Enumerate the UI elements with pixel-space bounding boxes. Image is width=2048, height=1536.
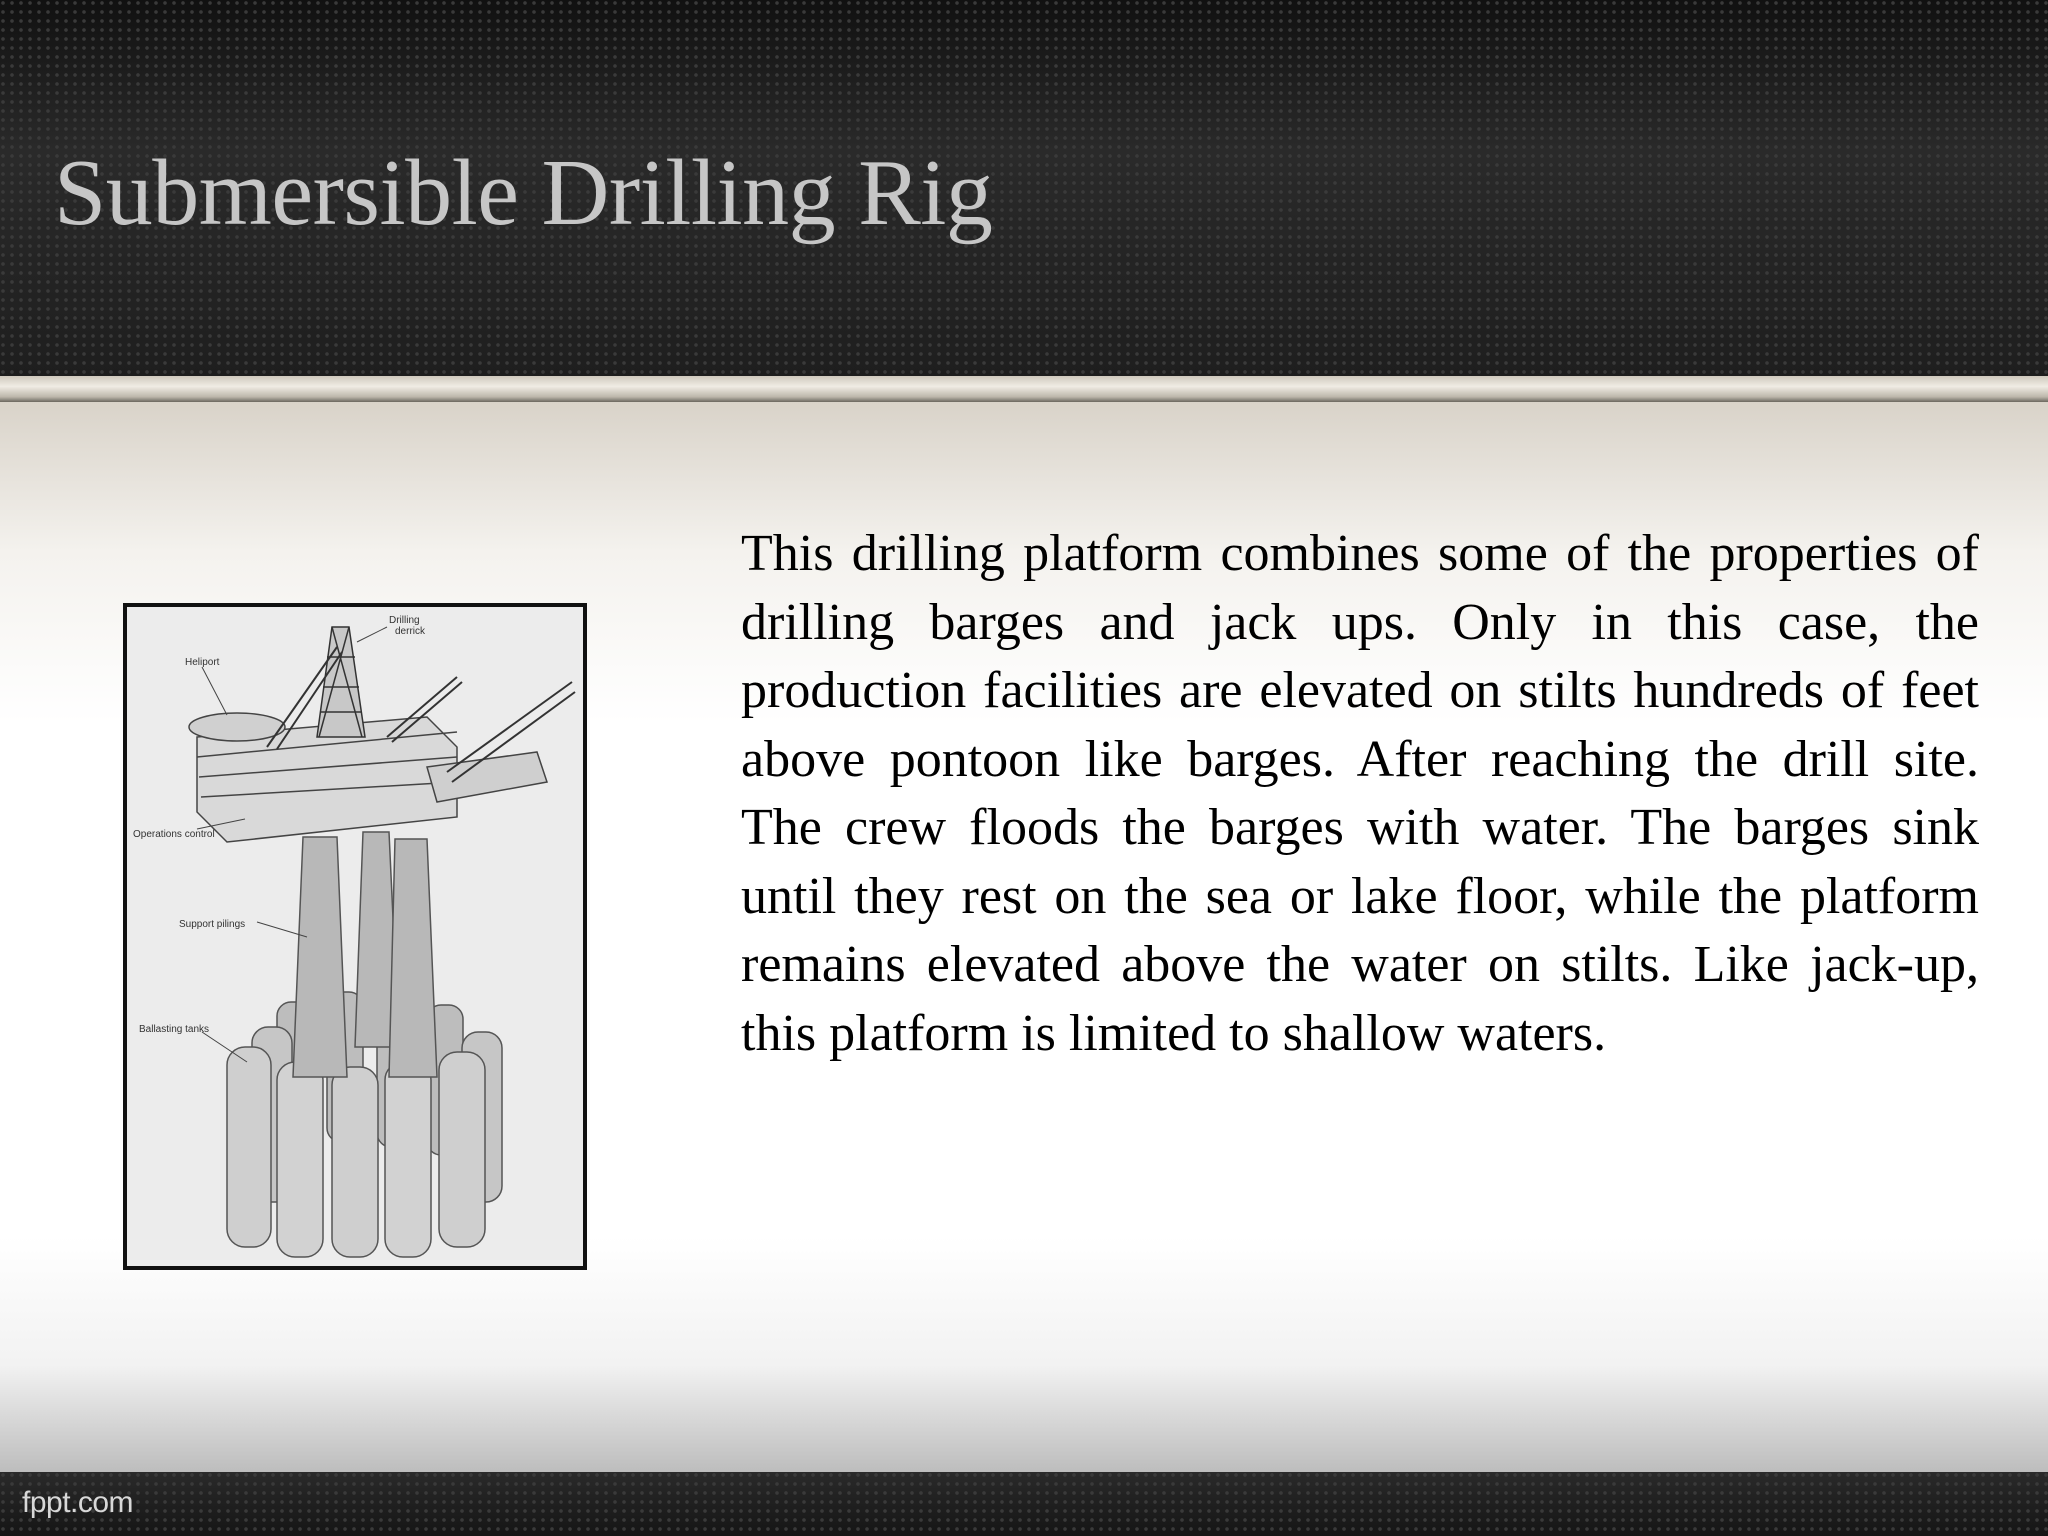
header-divider (0, 376, 2048, 402)
label-support-pilings: Support pilings (179, 919, 246, 930)
rig-diagram (127, 607, 583, 1266)
label-drilling: Drilling (389, 615, 420, 626)
support-pilings (293, 832, 437, 1077)
label-ballasting-tanks: Ballasting tanks (139, 1024, 210, 1035)
heliport-pad (189, 713, 285, 741)
label-heliport: Heliport (185, 657, 220, 668)
submersible-rig-illustration (123, 603, 587, 1270)
slide-title: Submersible Drilling Rig (54, 141, 993, 245)
slide-body-text: This drilling platform combines some of the properties of drilling barges and jack ups. Only in this case, the production facilities are elevated on stilts hundreds of feet above pontoon like barges. After reaching the drill site. The crew floods the barges with water. The barges sink until they rest on the sea or lake floor, while the platform remains elevated above the water on stilts. Like jack-up, this platform is limited to shallow waters. (741, 525, 1979, 1062)
label-derrick: derrick (395, 626, 426, 637)
footer-brand: fppt.com (22, 1486, 134, 1519)
footer-band (0, 1472, 2048, 1536)
label-operations-control: Operations control (133, 829, 215, 840)
